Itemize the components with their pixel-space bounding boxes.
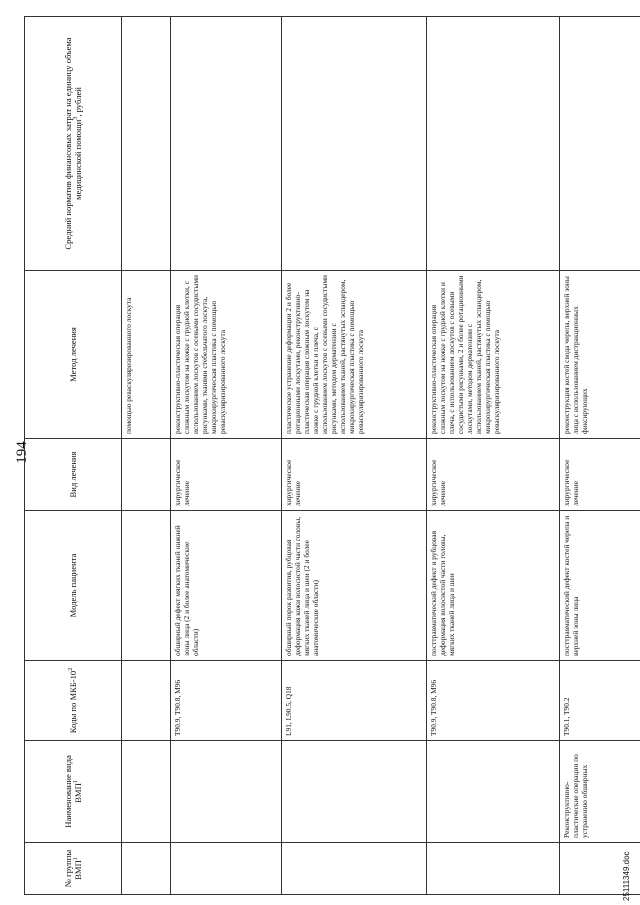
cell-vmp-name [171, 741, 282, 843]
table-row [122, 17, 171, 895]
cell-cost [171, 17, 282, 271]
cell-group [171, 843, 282, 895]
table-row [427, 17, 560, 895]
cell-vmp-name [282, 741, 427, 843]
cell-group [427, 843, 560, 895]
cell-group [282, 843, 427, 895]
header-group-no: № группы ВМП$^1$ [25, 843, 122, 895]
cell-patient-model: посттравматический дефект костей черепа и верхней зоны лица [560, 511, 640, 661]
table-row [560, 17, 640, 895]
table-row [282, 17, 427, 895]
cell-icd-codes: T90.1, T90.2 [560, 661, 640, 741]
cell-treatment-method: реконструктивно-пластическая операция сложным лоскутом на ножке с грудной клетки и плеча, с использованием лоскутов с осевыми сосудистыми рисунками, 2 и более ротационными лоскутами, методом дерматензии с использованием тканей, растянутых эспандером, микрохирургическая пластика с помощью реваскуляризированного лоскута [427, 271, 560, 439]
cell-patient-model: обширный порок развития, рубцовая деформация кожи волосистой части головы, мягких тканей лица и шеи (2 и более анатомические области) [282, 511, 427, 661]
cell-treatment-type [122, 439, 171, 511]
cell-icd-codes [122, 661, 171, 741]
cell-cost [560, 17, 640, 271]
cell-treatment-type: хирургическое лечение [427, 439, 560, 511]
cell-treatment-method: реконструктивно-пластическая операция сложным лоскутом на ножке с грудной клетки, с использованием лоскутов с осевыми сосудистыми рисунками, тканями стебельчатого лоскута, микрохирургическая пластика с помощью реваскуляризированного лоскута [171, 271, 282, 439]
cell-icd-codes: T90.9, T90.8, M96 [171, 661, 282, 741]
cell-treatment-type: хирургическое лечение [560, 439, 640, 511]
header-treatment-type: Вид лечения [25, 439, 122, 511]
cell-vmp-name: Реконструктивно-пластические операции по устранению обширных [560, 741, 640, 843]
header-icd-codes: Коды по МКБ-$10^2$ [25, 661, 122, 741]
vmp-table [24, 16, 640, 895]
header-treatment-method: Метод лечения [25, 271, 122, 439]
header-patient-model: Модель пациента [25, 511, 122, 661]
header-vmp-name: Наименование вида ВМП$^1$ [25, 741, 122, 843]
cell-patient-model [122, 511, 171, 661]
cell-treatment-type: хирургическое лечение [171, 439, 282, 511]
cell-cost [427, 17, 560, 271]
cell-icd-codes: L91, L90.5, Q18 [282, 661, 427, 741]
doc-footer-filename: 25111349.doc [622, 851, 631, 901]
cell-treatment-method: реконструкция костей свода черепа, верхней зоны лица с использованием дистракционных фиксирующих [560, 271, 640, 439]
cell-treatment-method: помощью реваскуляризированного лоскута [122, 271, 171, 439]
cell-icd-codes: T90.9, T90.8, M96 [427, 661, 560, 741]
cell-treatment-method: пластическое устранение деформации 2 и более ротационными лоскутами, реконструктивно-пластическая операция сложным лоскутом на ножке с грудной клетки и плеча, с использованием лоскутов с осевыми сосудистыми рисунками, методом дерматензии с использованием тканей, растянутых эспандером, микрохирургическая пластика с помощью реваскуляризированного лоскута [282, 271, 427, 439]
page-number: 194 [14, 441, 30, 464]
table-header-row [25, 17, 122, 895]
cell-patient-model: посттравматический дефект и рубцовая деформация волосистой части головы, мягких тканей лица и шеи [427, 511, 560, 661]
cell-vmp-name [427, 741, 560, 843]
cell-cost [282, 17, 427, 271]
header-cost: Средний норматив финансовых затрат на единицу объема медицинской помощи$^3$, рублей [25, 17, 122, 271]
cell-patient-model: обширный дефект мягких тканей нижней зоны лица (2 и более анатомические области) [171, 511, 282, 661]
cell-treatment-type: хирургическое лечение [282, 439, 427, 511]
cell-cost [122, 17, 171, 271]
table-row [171, 17, 282, 895]
cell-vmp-name [122, 741, 171, 843]
cell-group [122, 843, 171, 895]
